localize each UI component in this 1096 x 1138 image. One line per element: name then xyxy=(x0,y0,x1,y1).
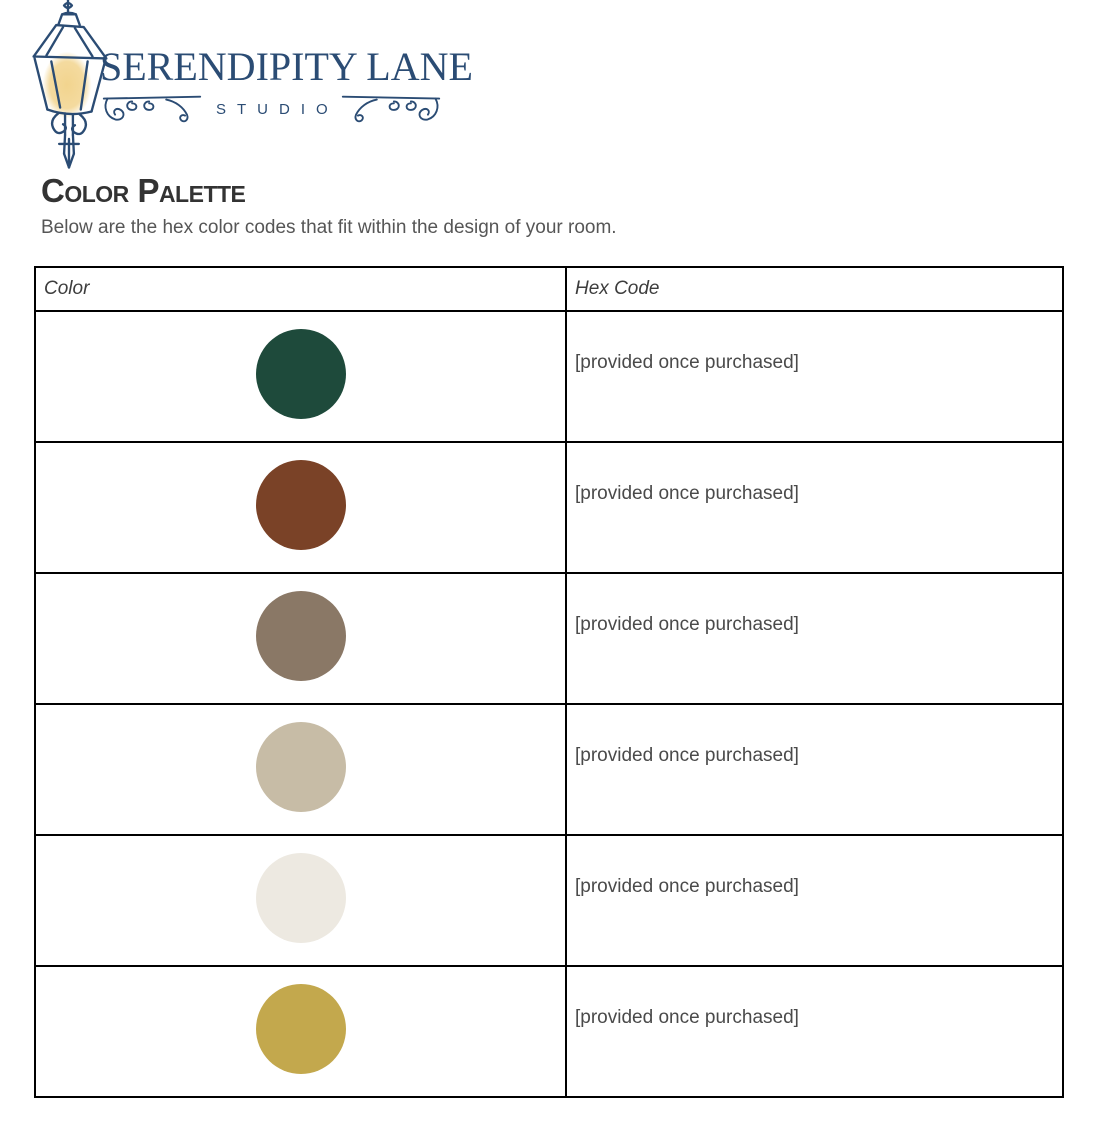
table-row xyxy=(35,442,1063,573)
swatch-cell xyxy=(35,311,566,442)
swatch-cell xyxy=(35,704,566,835)
hex-code-cell xyxy=(566,966,1063,1097)
table-row xyxy=(35,311,1063,442)
hex-code-cell xyxy=(566,704,1063,835)
page-title: Color Palette xyxy=(41,172,246,209)
color-swatch-dark-green xyxy=(256,329,346,419)
hex-code-text: [provided once purchased] xyxy=(575,352,799,373)
color-swatch-beige xyxy=(256,722,346,812)
brand-logo xyxy=(14,0,473,168)
table-row xyxy=(35,704,1063,835)
swatch-cell xyxy=(35,966,566,1097)
brand-text-block xyxy=(100,44,473,127)
swatch-cell xyxy=(35,835,566,966)
flourish-left-icon xyxy=(100,91,204,127)
hex-code-cell xyxy=(566,311,1063,442)
color-swatch-off-white xyxy=(256,853,346,943)
intro-text: Below are the hex color codes that fit within the design of your room. xyxy=(41,217,617,238)
table-row xyxy=(35,573,1063,704)
table-header-row xyxy=(35,267,1063,311)
hex-code-text: [provided once purchased] xyxy=(575,1007,799,1028)
table-row xyxy=(35,835,1063,966)
hex-code-text: [provided once purchased] xyxy=(575,614,799,635)
hex-code-text: [provided once purchased] xyxy=(575,483,799,504)
color-swatch-gold xyxy=(256,984,346,1074)
hex-code-cell xyxy=(566,442,1063,573)
palette-table-body xyxy=(35,311,1063,1097)
color-palette-table xyxy=(34,266,1064,1098)
column-header-color: Color xyxy=(35,267,566,311)
brand-subtitle-row xyxy=(100,91,434,127)
color-swatch-rust-brown xyxy=(256,460,346,550)
flourish-right-icon xyxy=(339,91,443,127)
brand-subtitle: STUDIO xyxy=(216,100,339,118)
hex-code-cell xyxy=(566,835,1063,966)
hex-code-text: [provided once purchased] xyxy=(575,876,799,897)
swatch-cell xyxy=(35,442,566,573)
table-row xyxy=(35,966,1063,1097)
brand-name: SERENDIPITY LANE xyxy=(100,44,473,89)
hex-code-text: [provided once purchased] xyxy=(575,745,799,766)
hex-code-cell xyxy=(566,573,1063,704)
column-header-hex-code: Hex Code xyxy=(566,267,1063,311)
swatch-cell xyxy=(35,573,566,704)
color-swatch-taupe xyxy=(256,591,346,681)
